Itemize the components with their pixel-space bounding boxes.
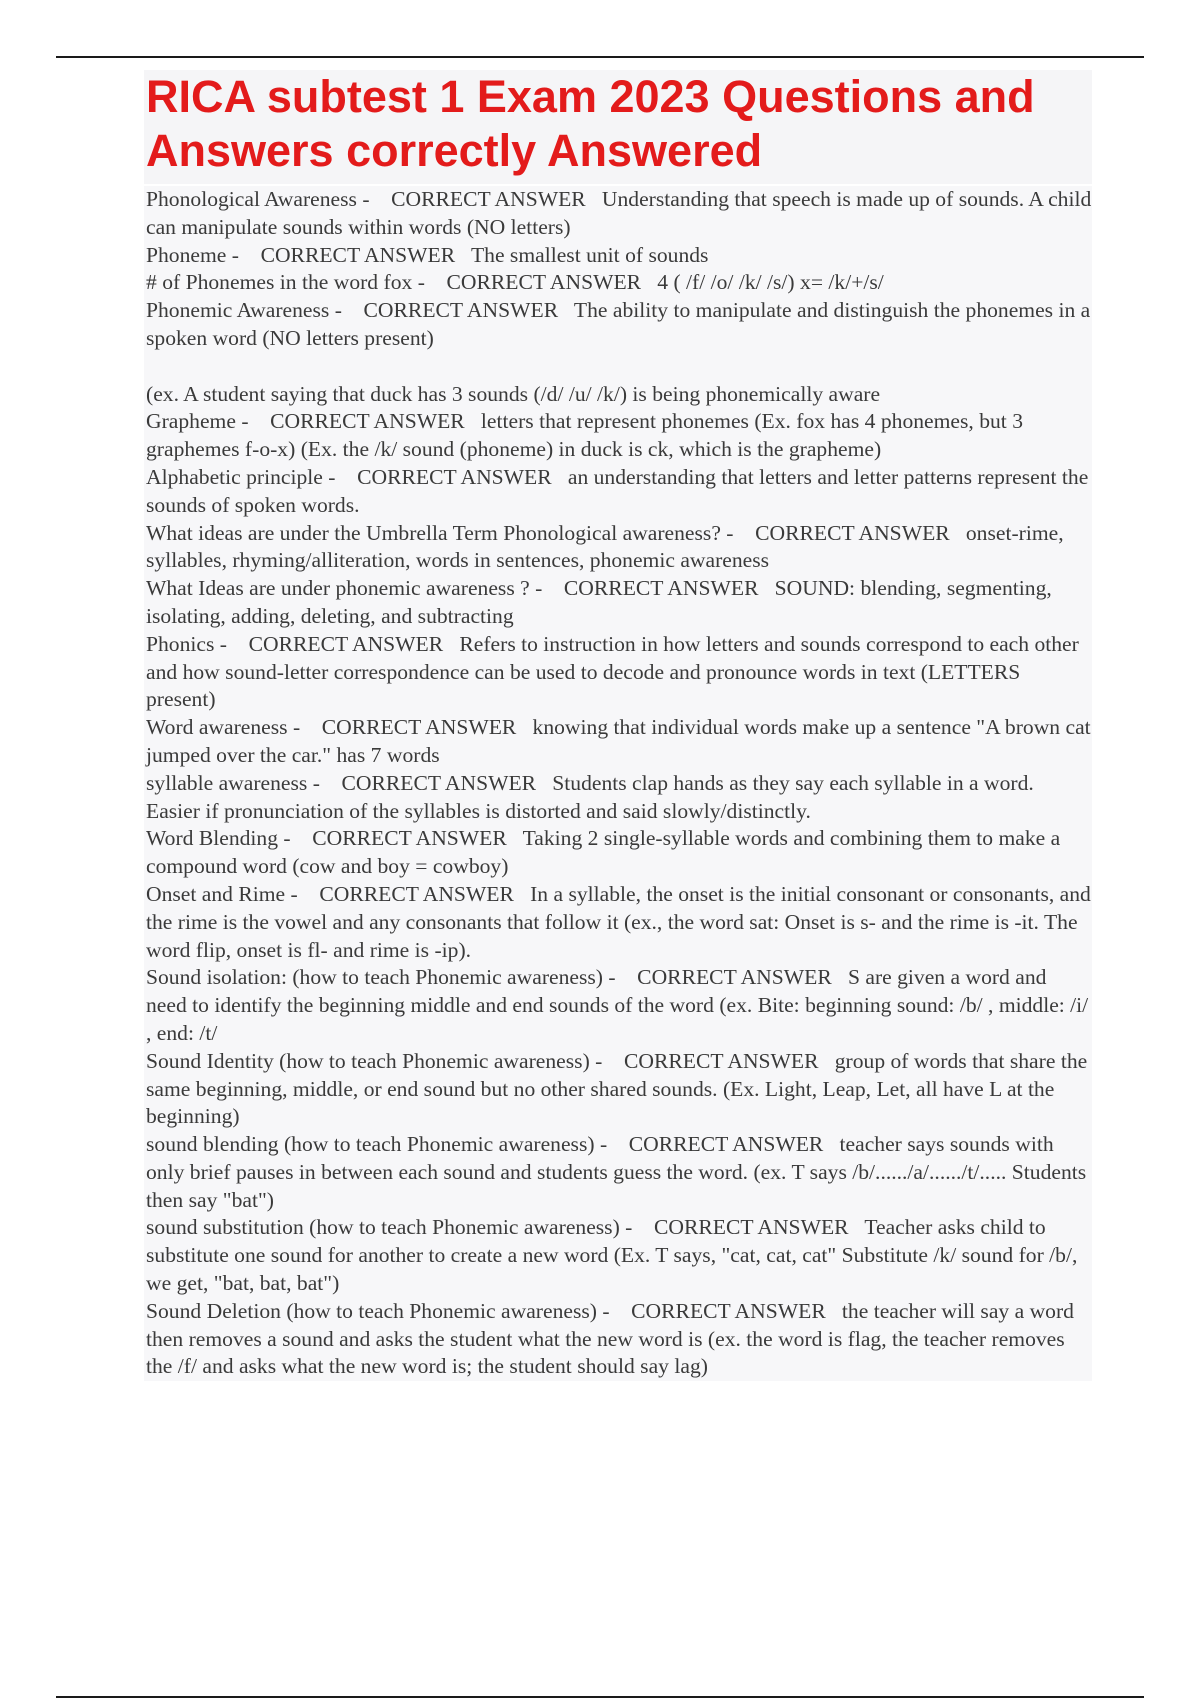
qa-gap: [950, 521, 966, 545]
qa-term: What Ideas are under phonemic awareness ?: [146, 576, 530, 601]
correct-answer-label: CORRECT ANSWER: [248, 631, 444, 656]
correct-answer-label: CORRECT ANSWER: [637, 965, 832, 990]
qa-term: Phonics: [146, 631, 215, 656]
correct-answer-label: CORRECT ANSWER: [341, 770, 537, 795]
qa-gap: [552, 465, 568, 489]
qa-answer: letters that represent phonemes (Ex. fox has 4 phonemes, but 3 graphemes f-o-x) (Ex. the /k/ sound (phoneme) in duck is ck, which is the grapheme): [146, 409, 1024, 462]
qa-blank-line: [146, 353, 1092, 381]
qa-separator: -: [287, 715, 322, 740]
correct-answer-label: CORRECT ANSWER: [260, 242, 456, 267]
correct-answer-label: CORRECT ANSWER: [631, 1298, 826, 1323]
qa-term: Onset and Rime: [146, 881, 286, 906]
qa-item: [144, 297, 1092, 408]
qa-gap: [516, 715, 532, 739]
qa-item: [144, 408, 1092, 464]
correct-answer-label: CORRECT ANSWER: [319, 881, 514, 906]
qa-separator: -: [226, 242, 261, 267]
qa-term: Sound Deletion (how to teach Phonemic awareness): [146, 1298, 597, 1323]
qa-term: What ideas are under the Umbrella Term Phonological awareness?: [146, 520, 721, 545]
qa-separator: -: [214, 631, 249, 656]
qa-term: Phonemic Awareness: [146, 298, 330, 323]
qa-item: [144, 242, 1092, 270]
qa-answer: S are given a word and need to identify the beginning middle and end sounds of the word (ex. Bite: beginning sound: /b/ , middle: /i/ , end: /t/: [146, 965, 1089, 1045]
qa-gap: [586, 187, 602, 211]
qa-item: [144, 881, 1092, 964]
qa-list: [144, 186, 1092, 1381]
qa-gap: [465, 409, 481, 433]
correct-answer-label: CORRECT ANSWER: [312, 826, 507, 851]
correct-answer-label: CORRECT ANSWER: [321, 715, 517, 740]
qa-term: sound blending (how to teach Phonemic awareness): [146, 1132, 595, 1157]
qa-term: Phonological Awareness: [146, 187, 357, 211]
qa-gap: [455, 243, 471, 267]
qa-separator: -: [322, 464, 358, 489]
qa-separator: -: [594, 1132, 629, 1157]
qa-separator: -: [329, 298, 364, 323]
qa-answer-continuation: (ex. A student saying that duck has 3 sounds (/d/ /u/ /k/) is being phonemically aware: [146, 381, 881, 406]
qa-separator: -: [529, 576, 564, 601]
qa-gap: [514, 882, 530, 906]
qa-gap: [832, 965, 848, 989]
qa-gap: [823, 1132, 839, 1156]
correct-answer-label: CORRECT ANSWER: [755, 520, 950, 545]
qa-gap: [443, 632, 459, 656]
qa-item: [144, 714, 1092, 770]
qa-answer: In a syllable, the onset is the initial consonant or consonants, and the rime is the vowel and any consonants that follow it (ex., the word sat: Onset is s- and the rime is -it. The word flip, onset is fl- and rime is -ip).: [146, 881, 1091, 962]
qa-separator: -: [235, 409, 271, 434]
qa-term: Word awareness: [146, 715, 288, 740]
qa-answer: teacher says sounds with only brief pauses in between each sound and students guess the word. (ex. T says /b/....../a/....../t/..... Students then say "bat"): [146, 1132, 1087, 1212]
qa-term: # of Phonemes in the word fox: [146, 270, 413, 295]
qa-answer: an understanding that letters and letter patterns represent the sounds of spoken words.: [146, 464, 1089, 517]
qa-item: [144, 464, 1092, 520]
correct-answer-label: CORRECT ANSWER: [563, 576, 759, 601]
qa-separator: -: [307, 770, 342, 795]
qa-separator: -: [720, 520, 756, 545]
qa-item: [144, 631, 1092, 714]
qa-gap: [641, 270, 657, 294]
qa-term: Sound Identity (how to teach Phonemic awareness): [146, 1048, 590, 1073]
bottom-rule: [56, 1696, 1144, 1698]
qa-gap: [758, 576, 774, 600]
qa-item: [144, 1131, 1092, 1214]
qa-item: [144, 1214, 1092, 1297]
qa-gap: [558, 298, 574, 322]
qa-separator: -: [412, 270, 447, 295]
qa-answer: the teacher will say a word then removes a sound and asks the student what the new word is (ex. the word is flag, the teacher removes the /f/ and asks what the new word is; the student should say lag): [146, 1298, 1074, 1379]
qa-answer: Refers to instruction in how letters and sounds correspond to each other and how sound-letter correspondence can be used to decode and pronounce words in text (LETTERS present): [146, 631, 1079, 712]
qa-answer: Understanding that speech is made up of sounds. A child can manipulate sounds within words (NO letters): [146, 187, 1092, 239]
qa-item: [144, 186, 1092, 242]
title-block: [144, 70, 1092, 184]
qa-separator: -: [285, 881, 320, 906]
qa-item: [144, 1048, 1092, 1131]
qa-item: [144, 520, 1092, 576]
qa-answer: knowing that individual words make up a sentence "A brown cat jumped over the car." has 7 words: [146, 715, 1091, 767]
qa-item: [144, 770, 1092, 826]
qa-answer: onset-rime, syllables, rhyming/alliteration, words in sentences, phonemic awareness: [146, 520, 1064, 573]
correct-answer-label: CORRECT ANSWER: [628, 1132, 824, 1157]
correct-answer-label: CORRECT ANSWER: [391, 187, 586, 211]
correct-answer-label: CORRECT ANSWER: [446, 270, 642, 295]
qa-answer: The smallest unit of sounds: [470, 242, 709, 267]
correct-answer-label: CORRECT ANSWER: [653, 1215, 849, 1240]
qa-item: [144, 269, 1092, 297]
qa-answer: SOUND: blending, segmenting, isolating, adding, deleting, and subtracting: [146, 576, 1052, 628]
qa-item: [144, 825, 1092, 881]
qa-separator: -: [602, 965, 638, 990]
document-body: [144, 70, 1092, 1381]
qa-term: Phoneme: [146, 242, 227, 267]
qa-answer: Teacher asks child to substitute one sound for another to create a new word (Ex. T says, "cat, cat, cat" Substitute /k/ sound for /b/, we get, "bat, bat, bat"): [146, 1215, 1078, 1296]
top-rule: [56, 56, 1144, 58]
qa-item: [144, 964, 1092, 1047]
qa-answer: 4 ( /f/ /o/ /k/ /s/) x= /k/+/s/: [657, 270, 884, 295]
qa-separator: -: [596, 1298, 632, 1323]
correct-answer-label: CORRECT ANSWER: [363, 298, 559, 323]
qa-answer: The ability to manipulate and distinguish the phonemes in a spoken word (NO letters present): [146, 298, 1091, 350]
qa-gap: [536, 771, 552, 795]
qa-gap: [507, 826, 523, 850]
qa-term: Grapheme: [146, 409, 236, 434]
qa-term: sound substitution (how to teach Phonemic awareness): [146, 1215, 620, 1240]
qa-gap: [849, 1215, 865, 1239]
correct-answer-label: CORRECT ANSWER: [270, 409, 465, 434]
qa-answer: Students clap hands as they say each syllable in a word. Easier if pronunciation of the syllables is distorted and said slowly/distinctly.: [146, 770, 1034, 823]
qa-term: Alphabetic principle: [146, 464, 323, 489]
qa-answer: group of words that share the same beginning, middle, or end sound but no other shared sounds. (Ex. Light, Leap, Let, all have L at the beginning): [146, 1048, 1088, 1129]
correct-answer-label: CORRECT ANSWER: [357, 464, 552, 489]
qa-item: [144, 575, 1092, 631]
qa-gap: [826, 1299, 842, 1323]
qa-answer: Taking 2 single-syllable words and combining them to make a compound word (cow and boy = cowboy): [146, 826, 1061, 879]
qa-term: Word Blending: [146, 826, 279, 851]
qa-gap: [819, 1049, 835, 1073]
qa-separator: -: [356, 187, 392, 211]
qa-term: Sound isolation: (how to teach Phonemic awareness): [146, 965, 603, 990]
qa-separator: -: [619, 1215, 654, 1240]
qa-separator: -: [589, 1048, 624, 1073]
correct-answer-label: CORRECT ANSWER: [623, 1048, 819, 1073]
qa-separator: -: [278, 826, 313, 851]
qa-term: syllable awareness: [146, 770, 308, 795]
qa-item: [144, 1298, 1092, 1381]
document-title: RICA subtest 1 Exam 2023 Questions and Answers correctly Answered: [146, 71, 1035, 176]
